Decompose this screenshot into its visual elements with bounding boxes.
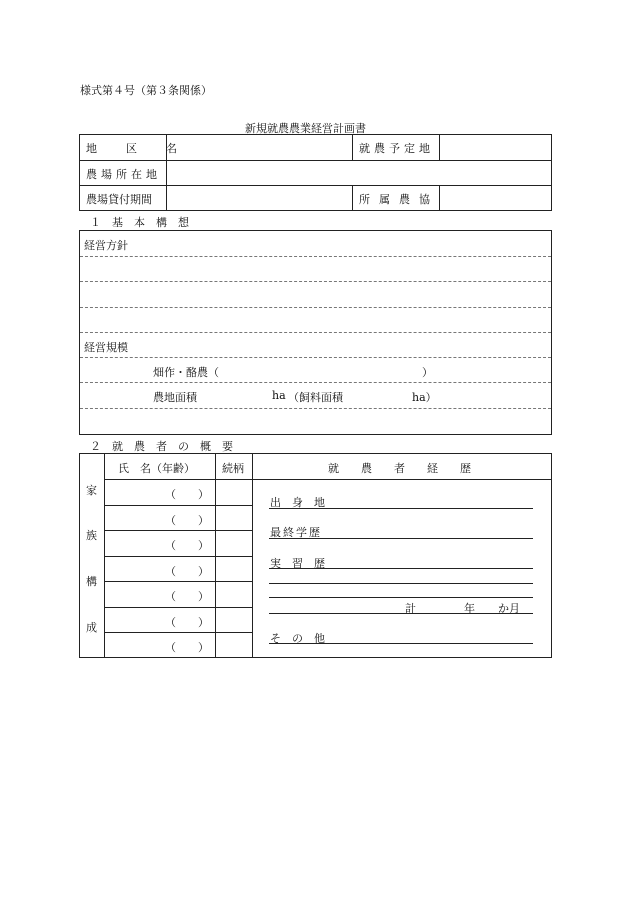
birthplace-label: 出 身 地 <box>270 496 325 509</box>
farm-location-label: 農場所在地 <box>86 168 161 181</box>
scale-label: 経営規模 <box>84 341 128 354</box>
form-number: 様式第４号（第３条関係） <box>80 84 212 97</box>
agri-coop-label: 所属農協 <box>359 193 439 206</box>
other-label: そ の 他 <box>270 632 325 645</box>
age-paren: （ ） <box>165 565 209 578</box>
land-area-unit: ha <box>272 389 286 402</box>
age-paren: （ ） <box>165 514 209 527</box>
farm-location-field[interactable] <box>167 161 551 184</box>
age-paren: （ ） <box>165 590 209 603</box>
education-label: 最終学歴 <box>270 526 322 539</box>
training-label: 実 習 歴 <box>270 557 325 570</box>
farming-type-field[interactable] <box>225 360 420 380</box>
feed-area-unit: ha） <box>412 391 437 404</box>
district-field[interactable] <box>167 135 351 159</box>
family-char-4: 成 <box>86 621 97 634</box>
family-char-2: 族 <box>86 529 97 542</box>
lease-period-field[interactable] <box>167 186 351 210</box>
relation-header: 続柄 <box>222 462 244 475</box>
policy-field[interactable] <box>80 257 551 332</box>
planned-location-label: 就農予定地 <box>359 142 434 155</box>
family-char-1: 家 <box>86 484 97 497</box>
planned-location-field[interactable] <box>440 135 551 159</box>
farming-type-close: ） <box>422 366 433 379</box>
land-area-label: 農地面積 <box>153 391 197 404</box>
career-header: 就 農 者 経 歴 <box>328 462 471 475</box>
district-label: 地 区 名 <box>86 142 186 155</box>
years-label: 年 <box>464 602 475 615</box>
page-title: 新規就農農業経営計画書 <box>245 122 366 135</box>
agri-coop-field[interactable] <box>440 186 551 210</box>
age-paren: （ ） <box>165 488 209 501</box>
age-paren: （ ） <box>165 641 209 654</box>
name-age-header: 氏 名（年齢） <box>118 462 195 475</box>
section2-heading: ２ 就 農 者 の 概 要 <box>90 440 233 453</box>
feed-area-label: （飼料面積 <box>288 391 343 404</box>
lease-period-label: 農場貸付期間 <box>86 193 152 206</box>
months-label: か月 <box>498 602 520 615</box>
age-paren: （ ） <box>165 539 209 552</box>
farming-type-label: 畑作・酪農（ <box>153 366 219 379</box>
age-paren: （ ） <box>165 616 209 629</box>
section1-heading: １ 基 本 構 想 <box>90 216 189 229</box>
policy-label: 経営方針 <box>84 239 128 252</box>
total-label: 計 <box>405 602 416 615</box>
family-char-3: 構 <box>86 575 97 588</box>
